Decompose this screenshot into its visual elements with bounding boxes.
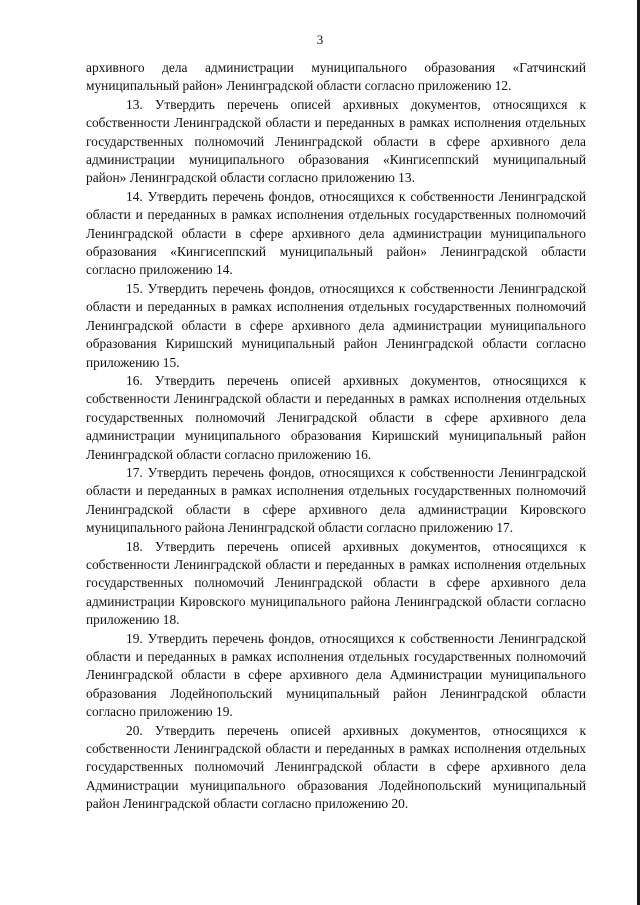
paragraph-item-13: 13. Утвердить перечень описей архивных документов, относящихся к собственности Ленинградской области и переданных в рамках исполнения отдельных государственных полномочий Ленинградской области в сфере архивного дела администрации муниципального образования «Кингисеппский муниципальный район» Ленинградской области согласно приложению 13. [86, 96, 586, 186]
paragraph-item-19: 19. Утвердить перечень фондов, относящихся к собственности Ленинградской области и переданных в рамках исполнения отдельных государственных полномочий Ленинградской области в сфере архивного дела Администрации муниципального образования Лодейнопольский муниципальный район Ленинградской области согласно приложению 19. [86, 630, 586, 720]
paragraph-continuation: архивного дела администрации муниципального образования «Гатчинский муниципальный район» Ленинградской области согласно приложению 12. [86, 60, 586, 94]
paragraph-item-18: 18. Утвердить перечень описей архивных документов, относящихся к собственности Ленинградской области и переданных в рамках исполнения отдельных государственных полномочий Ленинградской области в сфере архивного дела администрации Кировского муниципального района Ленинградской области согласно приложению 18. [86, 538, 586, 628]
paragraph-item-14: 14. Утвердить перечень фондов, относящихся к собственности Ленинградской области и переданных в рамках исполнения отдельных государственных полномочий Ленинградской области в сфере архивного дела администрации муниципального образования «Кингисеппский муниципальный район» Ленинградской области согласно приложению 14. [86, 188, 586, 278]
page-number: 3 [316, 32, 324, 47]
paragraph-item-20: 20. Утвердить перечень описей архивных документов, относящихся к собственности Ленинградской области и переданных в рамках исполнения отдельных государственных полномочий Ленинградской области в сфере архивного дела Администрации муниципального образования Лодейнопольский муниципальный район Ленинградской области согласно приложению 20. [86, 722, 586, 812]
document-body [86, 59, 586, 814]
paragraph-item-16: 16. Утвердить перечень описей архивных документов, относящихся к собственности Ленинградской области и переданных в рамках исполнения отдельных государственных полномочий Ленигрaдской области в сфере архивного дела администрации муниципального образования Киришский муниципальный район Ленинградской области согласно приложению 16. [86, 372, 586, 462]
paragraph-item-15: 15. Утвердить перечень фондов, относящихся к собственности Ленинградской области и переданных в рамках исполнения отдельных государственных полномочий Ленинградской области в сфере архивного дела администрации муниципального образования Киришский муниципальный район Ленинградской области согласно приложению 15. [86, 280, 586, 370]
paragraph-item-17: 17. Утвердить перечень фондов, относящихся к собственности Ленинградской области и переданных в рамках исполнения отдельных государственных полномочий Ленинградской области в сфере архивного дела администрации Кировского муниципального района Ленинградской области согласно приложению 17. [86, 464, 586, 536]
